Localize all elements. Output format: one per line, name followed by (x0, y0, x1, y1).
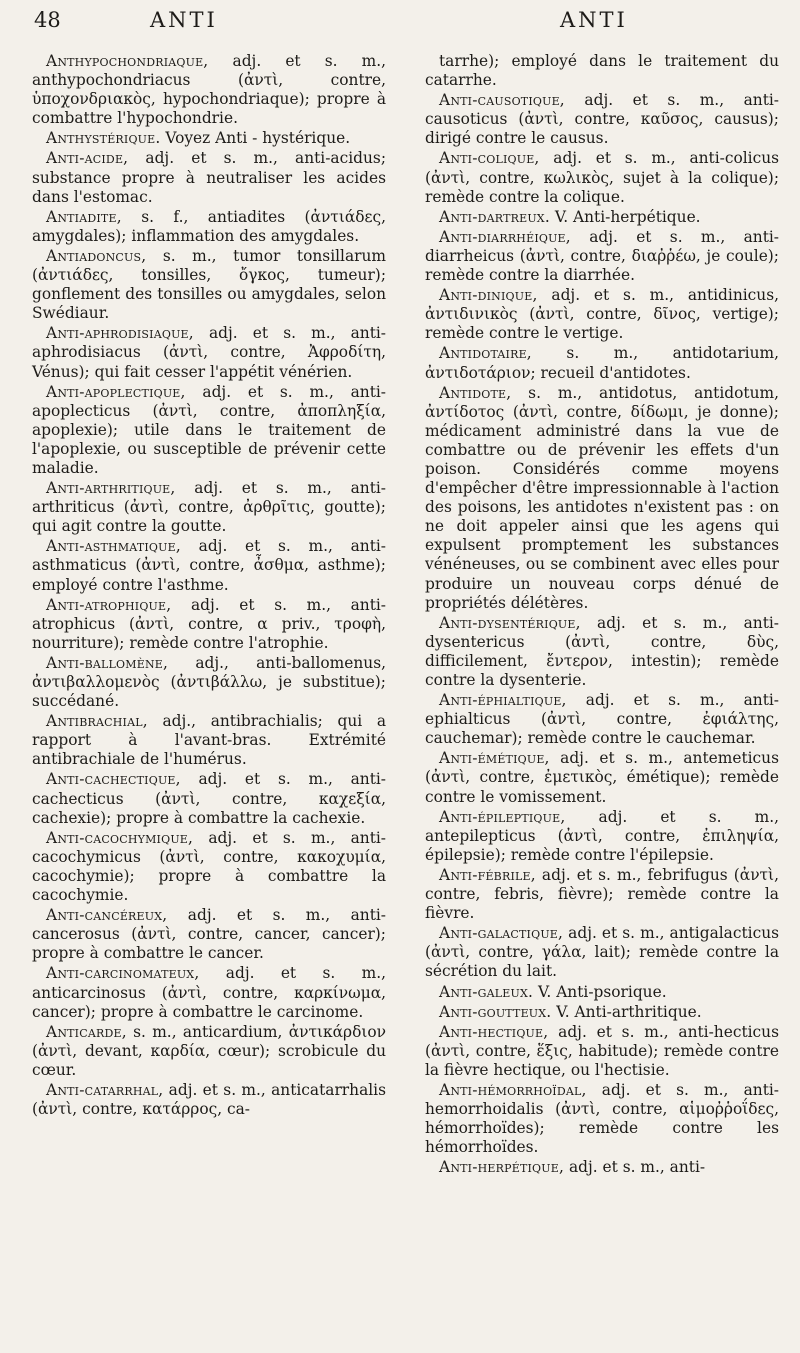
entry-definition: adj. et s. m., anti-hemorrhoidalis (ἀντὶ, contre, αἱμοῤῥοΐδες, hémorrhoïdes); remède contre les hémorrhoïdes. (425, 1080, 779, 1157)
dictionary-entry (32, 247, 386, 323)
dictionary-entry (32, 537, 386, 594)
entry-definition: adj. et s. m., anti-asthmaticus (ἀντὶ, contre, ἆσθμα, asthme); employé contre l'asthme. (32, 537, 386, 594)
dictionary-entry (32, 1023, 386, 1080)
entry-headword: Anti-apoplectique, (46, 382, 186, 401)
running-head-right: ANTI (560, 8, 628, 32)
entry-definition: s. f., antiadites (ἀντιάδες, amygdales); inflammation des amygdales. (32, 207, 386, 245)
entry-definition: adj. et s. m., anti-atrophicus (ἀντὶ, contre, α priv., τροφὴ, nourriture); remède contre l'atrophie. (32, 595, 386, 652)
dictionary-entry (32, 52, 386, 128)
dictionary-entry (425, 983, 779, 1002)
entry-headword: Anti-cancéreux, (46, 906, 168, 925)
entry-definition: V. Anti-arthritique. (551, 1002, 702, 1021)
entry-headword: Antiadite, (46, 207, 122, 226)
entry-definition: s. m., anticardium, ἀντικάρδιον (ἀντὶ, devant, καρδία, cœur); scrobicule du cœur. (32, 1022, 386, 1079)
entry-definition: adj. et s. m., anti-dysentericus (ἀντὶ, contre, δὺς, difficilement, ἔντερον, intestin); remède contre la dysenterie. (425, 613, 779, 689)
entry-headword: Anticarde, (46, 1022, 127, 1041)
dictionary-entry (32, 712, 386, 769)
entry-headword: Anti-herpétique, (439, 1158, 565, 1177)
entry-headword: Anti-arthritique, (46, 479, 176, 498)
entry-headword: Anti-dinique, (439, 286, 538, 305)
entry-headword: Anti-diarrhéique, (439, 227, 571, 246)
entry-definition: adj. et s. m., febrifugus (ἀντὶ, contre, febris, fièvre); remède contre la fièvre. (425, 865, 779, 923)
dictionary-entry (32, 1081, 386, 1119)
entry-definition: s. m., antidotus, antidotum, ἀντίδοτος (ἀντὶ, contre, δίδωμι, je donne); médicament administré dans la vue de combattre ou de prévenir les effets d'un poison. Considérés comme moyens d'empêcher d'être impressionnable à l'action des poisons, les antidotes n'existent pas : on ne doit appeler ainsi que les agens qui expulsent promptement les substances vénéneuses, ou se combinent avec elles pour produire un nouveau corps dénué de propriétés délétères. (425, 383, 779, 612)
entry-headword: Anti-hectique, (439, 1022, 549, 1041)
entry-headword: Antibrachial, (46, 712, 148, 731)
entry-headword: Anthypochondriaque, (46, 52, 209, 70)
entry-definition: adj. et s. m., anti-arthriticus (ἀντὶ, contre, ἀρθρῖτις, goutte); qui agit contre la goutte. (32, 479, 386, 536)
entry-definition: adj. et s. m., anti-acidus; substance propre à neutraliser les acides dans l'estomac. (32, 149, 386, 206)
dictionary-entry (425, 286, 779, 343)
entry-definition: adj. et s. m., anti-apoplecticus (ἀντὶ, contre, ἀποπληξία, apoplexie); utile dans le traitement de l'apoplexie, ou susceptible de prévenir cette maladie. (32, 382, 386, 477)
dictionary-entry (425, 344, 779, 382)
entry-headword: Anti-goutteux. (439, 1002, 552, 1021)
dictionary-entry (32, 383, 386, 478)
entry-headword: Anti-catarrhal, (46, 1080, 164, 1099)
dictionary-entry (425, 924, 779, 981)
entry-headword: Anti-atrophique, (46, 595, 172, 614)
dictionary-entry (32, 149, 386, 206)
entry-headword: Antidote, (439, 383, 512, 402)
entry-definition: adj. et s. m., anticarcinosus (ἀντὶ, contre, καρκίνωμα, cancer); propre à combattre le carcinome. (32, 964, 386, 1021)
entry-headword: Antiadoncus, (46, 246, 147, 265)
dictionary-entry (425, 1158, 779, 1177)
dictionary-entry (32, 654, 386, 711)
dictionary-entry (425, 1081, 779, 1157)
entry-definition: adj., antibrachialis; qui a rapport à l'avant-bras. Extrémité antibrachiale de l'humérus. (32, 712, 386, 769)
dictionary-entry (32, 964, 386, 1021)
dictionary-entry (425, 808, 779, 865)
entry-definition: adj. et s. m., anti-ephialticus (ἀντὶ, contre, ἐφιάλτης, cauchemar); remède contre le cauchemar. (425, 691, 779, 748)
entry-headword: Anti-asthmatique, (46, 537, 181, 556)
entry-headword: Anti-hémorrhoïdal, (439, 1080, 587, 1099)
entry-definition: s. m., antidotarium, ἀντιδοτάριον; recueil d'antidotes. (425, 344, 779, 382)
dictionary-entry (32, 770, 386, 827)
entry-definition: adj. et s. m., anti-cachecticus (ἀντὶ, contre, καχεξία, cachexie); propre à combattre la cachexie. (32, 770, 386, 827)
dictionary-entry (32, 596, 386, 653)
entry-definition: adj. et s. m., anti-cancerosus (ἀντὶ, contre, cancer, cancer); propre à combattre le cancer. (32, 906, 386, 963)
entry-definition: adj. et s. m., anti-causoticus (ἀντὶ, contre, καῦσος, causus); dirigé contre le causus. (425, 91, 779, 148)
dictionary-entry (425, 866, 779, 923)
right-column (425, 52, 779, 1178)
entry-headword: Anti-épileptique, (439, 807, 566, 826)
entry-definition: adj. et s. m., anti- (564, 1158, 706, 1177)
entry-definition: adj. et s. m., anti-aphrodisiacus (ἀντὶ, contre, Ἀφροδίτη, Vénus); qui fait cesser l'appétit vénérien. (32, 324, 386, 381)
dictionary-entry (32, 324, 386, 381)
entry-headword: Anti-dartreux. (439, 207, 550, 226)
entry-definition: adj. et s. m., antigalacticus (ἀντὶ, contre, γάλα, lait); remède contre la sécrétion du lait. (425, 924, 779, 981)
entry-headword: Anti-aphrodisiaque, (46, 324, 194, 343)
left-column (32, 52, 386, 1120)
entry-headword: Anti-galactique, (439, 924, 564, 943)
entry-headword: Anti-cacochymique, (46, 828, 194, 847)
dictionary-entry (425, 749, 779, 806)
entry-definition: adj. et s. m., anti-cacochymicus (ἀντὶ, contre, κακοχυμία, cacochymie); propre à combattre la cacochymie. (32, 828, 386, 905)
entry-definition: adj. et s. m., antepilepticus (ἀντὶ, contre, ἐπιληψία, épilepsie); remède contre l'épilepsie. (425, 807, 779, 864)
dictionary-entry (425, 614, 779, 690)
dictionary-entry (425, 384, 779, 613)
entry-definition: adj. et s. m., anti-colicus (ἀντὶ, contre, κωλικὸς, sujet à la colique); remède contre la colique. (425, 149, 779, 206)
entry-headword: Anti-galeux. (439, 982, 534, 1001)
entry-definition: adj., anti-ballomenus, ἀντιβαλλομενὸς (ἀντιβάλλω, je substitue); succédané. (32, 653, 386, 711)
entry-headword: Anti-éphialtique, (439, 691, 567, 710)
entry-headword: Anti-causotique, (439, 91, 565, 110)
entry-definition: adj. et s. m., antidinicus, ἀντιδινικὸς (ἀντὶ, contre, δῖνος, vertige); remède contre le vertige. (425, 286, 779, 343)
entry-definition: V. Anti-herpétique. (549, 207, 701, 226)
dictionary-entry (425, 149, 779, 206)
entry-definition: s. m., tumor tonsillarum (ἀντιάδες, tonsilles, ὄγκος, tumeur); gonflement des tonsilles ou amygdales, selon Swédiaur. (32, 246, 386, 323)
entry-headword: Anti-dysentérique, (439, 613, 581, 632)
entry-headword: Anti-colique, (439, 149, 540, 168)
dictionary-entry (425, 228, 779, 285)
dictionary-entry (425, 91, 779, 148)
entry-headword: Anti-ballomène, (46, 653, 169, 672)
entry-headword: Anti-carcinomateux, (46, 964, 200, 983)
entry-definition: adj. et s. m., anthypochondriacus (ἀντὶ, contre, ὑποχονδριακὸς, hypochondriaque); propre à combattre l'hypochondrie. (32, 52, 386, 128)
entry-headword: Antidotaire, (439, 344, 532, 363)
running-head-left: ANTI (150, 8, 218, 32)
entry-definition: V. Anti-psorique. (533, 982, 667, 1001)
entry-definition: tarrhe); employé dans le traitement du catarrhe. (425, 52, 779, 90)
entry-headword: Anti-acide, (46, 149, 129, 168)
dictionary-entry (425, 1003, 779, 1022)
dictionary-entry (425, 208, 779, 227)
dictionary-entry (425, 691, 779, 748)
dictionary-entry (32, 129, 386, 148)
entry-definition: adj. et s. m., anticatarrhalis (ἀντὶ, contre, κατάρρος, ca- (32, 1080, 386, 1119)
entry-definition: adj. et s. m., antemeticus (ἀντὶ, contre, ἐμετικὸς, émétique); remède contre le vomissement. (425, 749, 779, 806)
dictionary-entry (32, 479, 386, 536)
dictionary-entry (425, 1023, 779, 1080)
entry-headword: Anti-cachectique, (46, 770, 181, 789)
entry-headword: Anthystérique. (46, 129, 161, 148)
dictionary-entry (32, 208, 386, 246)
entry-headword: Anti-émétique, (439, 749, 550, 768)
dictionary-entry (32, 906, 386, 963)
dictionary-entry (425, 52, 779, 90)
dictionary-entry (32, 829, 386, 905)
entry-headword: Anti-fébrile, (439, 865, 536, 884)
entry-definition: Voyez Anti - hystérique. (160, 129, 351, 148)
entry-definition: adj. et s. m., anti-hecticus (ἀντὶ, contre, ἕξις, habitude); remède contre la fièvre hectique, ou l'hectisie. (425, 1022, 779, 1079)
page-number: 48 (34, 8, 61, 32)
entry-definition: adj. et s. m., anti-diarrheicus (ἀντὶ, contre, διαῤῥέω, je coule); remède contre la diarrhée. (425, 227, 779, 285)
